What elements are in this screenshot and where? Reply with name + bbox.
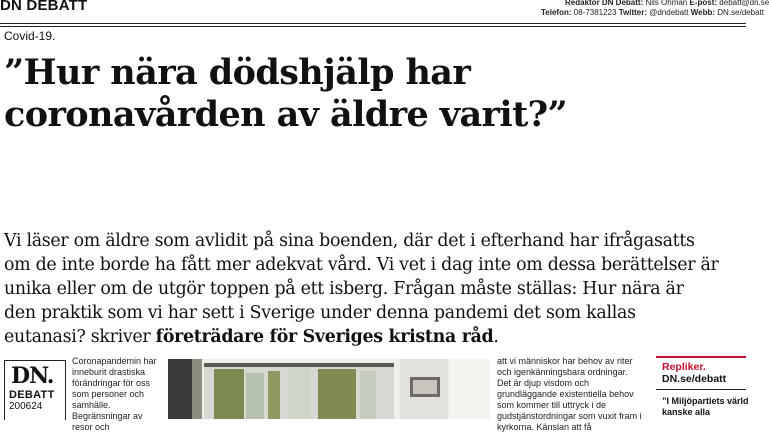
phone-label: Telefon: (541, 8, 572, 17)
headline-line-1: ”Hur nära dödshjälp har (4, 52, 471, 93)
replik-divider (656, 389, 746, 390)
replik-link[interactable]: DN.se/debatt (662, 373, 727, 385)
ingress-author: företrädare för Sveriges kristna råd (155, 327, 494, 347)
editor-name: Nils Öhman (645, 0, 688, 7)
ingress-text: Vi läser om äldre som avlidit på sina boenden, där det i efterhand har ifrågasatts om de inte borde ha fått mer adekvat vård. Vi vet i dag inte om dessa berättelser är unika eller om de utgör toppen på ett isberg. Frågan måste ställas: Hur nära är den praktik som vi har sett i Sverige under denna pandemi det som kallas eutanasi? skriver (4, 231, 719, 347)
phone-number: 08-7381223 (573, 8, 617, 17)
ingress-end: . (493, 327, 499, 347)
email-label: E-post: (689, 0, 718, 7)
room-photo-illustration (168, 359, 490, 419)
article-headline (4, 52, 744, 136)
header-rule-secondary (0, 26, 746, 27)
dn-logo: DN. (11, 363, 54, 389)
article-ingress (4, 229, 720, 349)
headline-line-2: coronavården av äldre varit?” (4, 94, 568, 135)
article-kicker: Covid-19. (4, 29, 56, 43)
contact-editor-line (565, 0, 769, 8)
editor-label: Redaktör DN Debatt: (565, 0, 644, 7)
section-title: DN DEBATT (0, 0, 88, 14)
body-column-2: att vi människor har behov av riter och igenkänningsbara ordningar. Det är djup visdom och grundläggande existentiella behov som kommer till uttryck i de gudstjänstordningar som vuxit fram i kyrkorna. Känslan att få (497, 356, 642, 432)
email-link[interactable]: debatt@dn.se (719, 0, 769, 7)
article-photo (168, 359, 490, 419)
twitter-label: Twitter: (618, 8, 647, 17)
replik-label: Repliker. (662, 361, 706, 373)
body-column-1: Coronapandemin har inneburit drastiska förändringar för oss som personer och samhälle. Begränsningar av resor och (72, 356, 157, 432)
replik-accent-bar (656, 356, 746, 358)
replik-teaser[interactable]: ”I Miljöpartiets värld kanske alla (662, 396, 749, 417)
article-date: 200624 (9, 401, 43, 412)
twitter-handle[interactable]: @dndebatt (649, 8, 689, 17)
contact-info-line (541, 8, 764, 18)
header-rule (0, 23, 746, 24)
web-link[interactable]: DN.se/debatt (717, 8, 764, 17)
dn-logo-subtitle: DEBATT (9, 389, 55, 401)
dn-debatt-logo-box (4, 360, 66, 420)
web-label: Webb: (690, 8, 716, 17)
